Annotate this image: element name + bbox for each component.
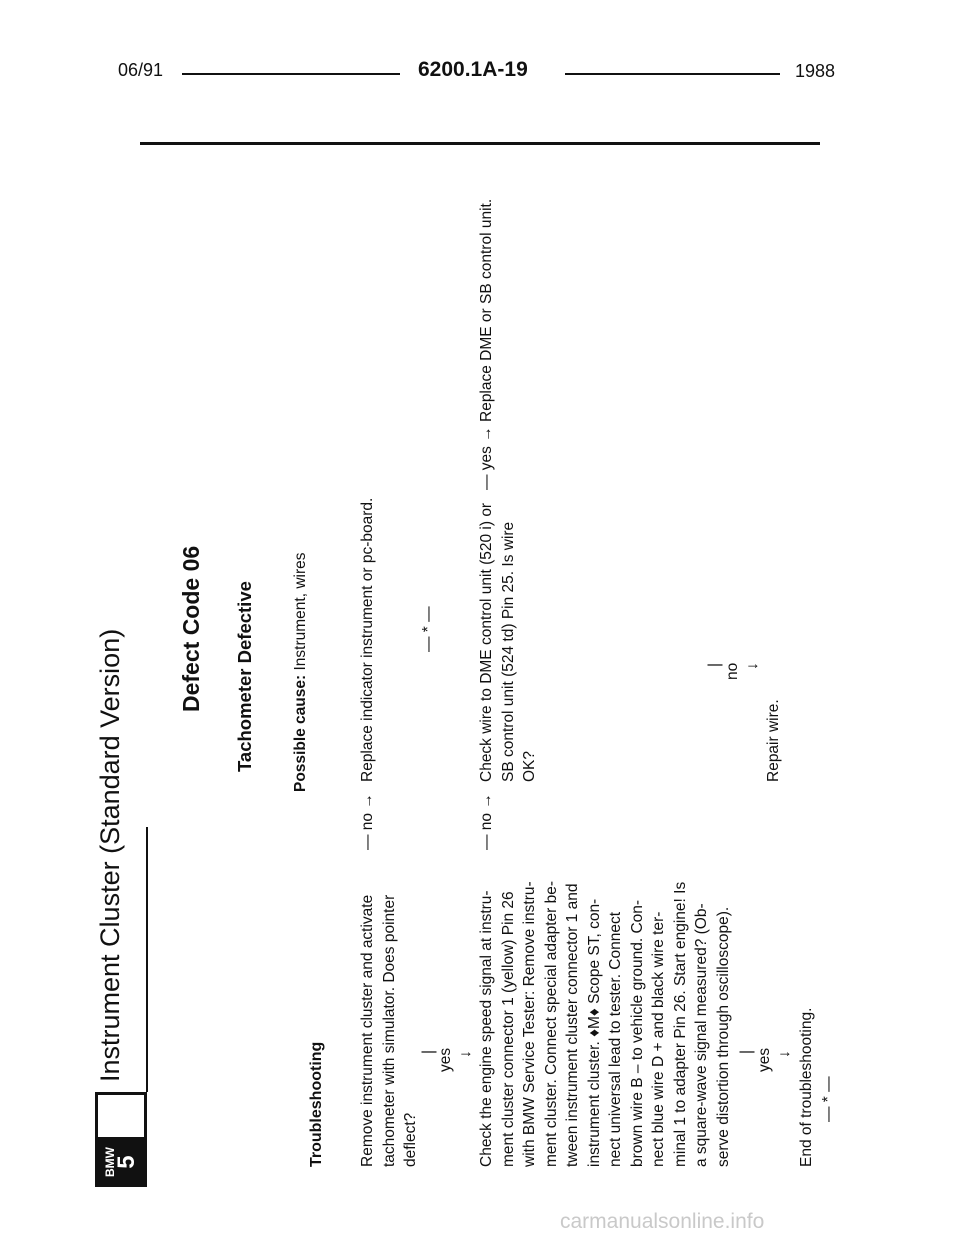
page-date: 06/91	[118, 60, 164, 80]
troubleshooting-heading: Troubleshooting	[308, 1041, 325, 1167]
step2-end-mark: — * —	[820, 1076, 837, 1122]
step1-text	[357, 895, 422, 1167]
step2-text	[476, 881, 734, 1167]
title-underline	[146, 827, 148, 1092]
step3-line: Check wire to DME control unit (520 i) or	[478, 502, 495, 782]
step2-yes-result: End of troubleshooting.	[798, 1007, 815, 1167]
header-rule-left	[182, 73, 400, 75]
step2-line: brown wire B – to vehicle ground. Con-	[628, 899, 646, 1167]
bmw-series-badge	[95, 1092, 147, 1187]
step1-end-mark: — * —	[420, 606, 437, 652]
step2-line: Check the engine speed signal at instru-	[478, 890, 495, 1167]
header-rule-right	[565, 73, 780, 75]
step1-no-arrow: — no →	[359, 793, 376, 850]
step1-line: deflect?	[402, 1112, 419, 1167]
step1-line: Remove instrument cluster and activate	[359, 894, 376, 1167]
step1-yes: yes	[437, 1047, 454, 1072]
step1-bar: |	[420, 1049, 437, 1054]
step1-down-arrow: ↓	[457, 1050, 474, 1058]
step2-line: with BMW Service Tester: Remove instru-	[521, 881, 538, 1167]
step2-yes: yes	[756, 1047, 773, 1072]
step2-line: ment cluster. Connect special adapter be-	[542, 880, 560, 1167]
badge-brand: BMW	[103, 1147, 117, 1177]
badge-empty-cell	[98, 1092, 144, 1140]
step1-no-result: Replace indicator instrument or pc-board.	[359, 497, 376, 782]
possible-cause-label: Possible cause:	[292, 674, 309, 792]
step3-line: SB control unit (524 td) Pin 25. Is wire	[499, 521, 517, 782]
step2-no-arrow: — no →	[478, 793, 495, 850]
page-year: 1988	[795, 61, 836, 81]
defect-code-title: Defect Code 06	[178, 545, 204, 712]
step2-line: nect universal lead to tester. Connect	[607, 911, 624, 1167]
defect-name-title: Tachometer Defective	[234, 581, 255, 772]
step2-line: serve distortion through oscilloscope).	[714, 906, 732, 1167]
step3-yes-arrow: — yes →	[478, 426, 495, 490]
step2-line: tween instrument cluster connector 1 and	[564, 883, 581, 1167]
section-title: Instrument Cluster (Standard Version)	[95, 628, 125, 1082]
step3-line: OK?	[521, 750, 538, 782]
step3-no-result: Repair wire.	[765, 699, 782, 782]
step3-down-arrow: ↓	[744, 662, 761, 670]
vertical-rule	[140, 142, 820, 145]
badge-brand-cell	[98, 1140, 144, 1184]
page-code: 6200.1A-19	[418, 58, 528, 81]
possible-cause-value: Instrument, wires	[292, 552, 309, 671]
step2-line: instrument cluster. ♦M♦ Scope ST, con-	[585, 898, 603, 1167]
step3-yes-result: Replace DME or SB control unit.	[478, 198, 495, 422]
step3-text	[476, 503, 541, 782]
step2-line: a square-wave signal measured? (Ob-	[693, 903, 710, 1167]
step2-line: nect blue wire D + and black wire ter-	[650, 911, 667, 1167]
step2-line: ment cluster connector 1 (yellow) Pin 26	[499, 891, 517, 1167]
watermark: carmanualsonline.info	[560, 1210, 765, 1233]
step3-no: no	[724, 662, 741, 680]
step2-bar: |	[738, 1049, 755, 1054]
step2-down-arrow: ↓	[776, 1050, 793, 1058]
step2-line: minal 1 to adapter Pin 26. Start engine! Is	[671, 881, 689, 1167]
possible-cause	[292, 553, 310, 793]
step1-line: tachometer with simulator. Does pointer	[380, 894, 398, 1167]
badge-series: 5	[113, 1155, 140, 1169]
step3-bar: |	[706, 662, 723, 667]
